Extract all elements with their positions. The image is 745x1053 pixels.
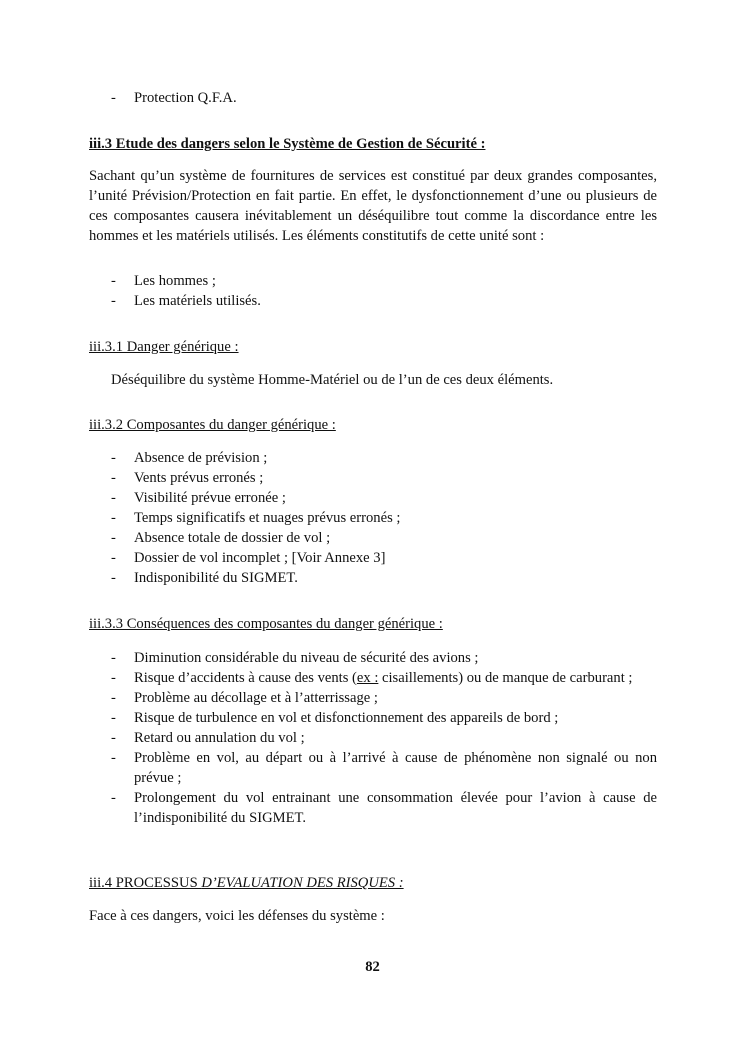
list-item: - Absence de prévision ; (111, 450, 268, 466)
top-list (89, 88, 657, 108)
section-heading-iii4: iii.4 PROCESSUS D’EVALUATION DES RISQUES : (89, 875, 404, 891)
list-item: - Protection Q.F.A. (111, 90, 237, 106)
list-item: - Problème au décollage et à l’atterrissage ; (111, 690, 378, 706)
section-iii33-list (89, 648, 657, 828)
list-item: - Prolongement du vol entrainant une consommation élevée pour l’avion à cause de l’indisponibilité du SIGMET. (111, 790, 657, 826)
list-item: - Visibilité prévue erronée ; (111, 490, 286, 506)
list-item: - Diminution considérable du niveau de sécurité des avions ; (111, 650, 479, 666)
section-heading-iii31: iii.3.1 Danger générique : (89, 339, 239, 355)
list-item: - Indisponibilité du SIGMET. (111, 570, 298, 586)
section-iii3-list (89, 271, 657, 311)
section-heading-iii33: iii.3.3 Conséquences des composantes du danger générique : (89, 616, 443, 632)
list-item: - Les matériels utilisés. (111, 293, 261, 309)
list-item: - Risque de turbulence en vol et disfonctionnement des appareils de bord ; (111, 710, 559, 726)
list-item: - Les hommes ; (111, 273, 216, 289)
list-item: - Temps significatifs et nuages prévus erronés ; (111, 510, 401, 526)
list-item: - Dossier de vol incomplet ; [Voir Annexe 3] (111, 550, 386, 566)
section-heading-iii32: iii.3.2 Composantes du danger générique : (89, 417, 336, 433)
list-item: - Absence totale de dossier de vol ; (111, 530, 331, 546)
list-item: - Vents prévus erronés ; (111, 470, 264, 486)
section-heading-iii3: iii.3 Etude des dangers selon le Système de Gestion de Sécurité : (89, 136, 486, 152)
list-item: - Problème en vol, au départ ou à l’arrivé à cause de phénomène non signalé ou non prévue ; (111, 750, 657, 786)
list-item: - Risque d’accidents à cause des vents (ex : cisaillements) ou de manque de carburant ; (111, 670, 633, 686)
section-iii3-paragraph: Sachant qu’un système de fournitures de services est constitué par deux grandes composantes, l’unité Prévision/Protection en fait partie. En effet, le dysfonctionnement d’une ou plusieurs de ces composantes causera inévitablement un déséquilibre tout comme la discordance entre les hommes et les matériels utilisés. Les éléments constitutifs de cette unité sont : (89, 168, 657, 244)
section-iii32-list (89, 448, 657, 588)
section-iii31-text: Déséquilibre du système Homme-Matériel ou de l’un de ces deux éléments. (111, 372, 554, 388)
page-number: 82 (365, 959, 380, 975)
list-item: - Retard ou annulation du vol ; (111, 730, 305, 746)
section-iii4-text: Face à ces dangers, voici les défenses du système : (89, 908, 385, 924)
